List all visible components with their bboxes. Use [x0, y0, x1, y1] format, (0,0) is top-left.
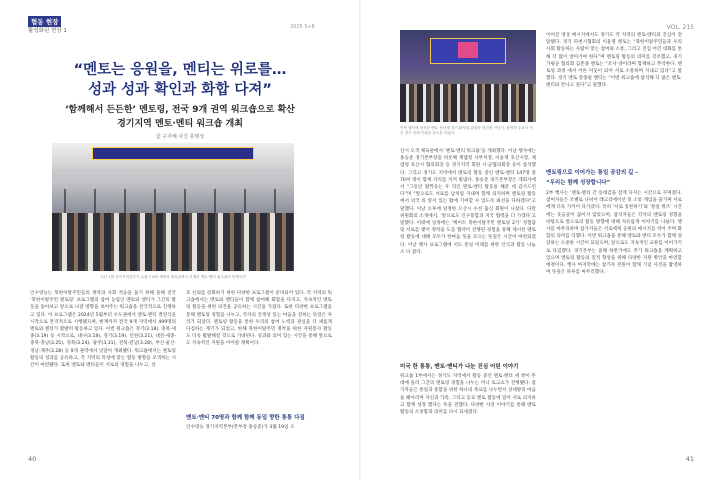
- headline-line-2: 성과 성과 확인과 화합 다져”: [88, 82, 272, 98]
- section-subhead-3b: “우리는 함께 성장합니다”: [546, 180, 611, 186]
- volume-label: VOL. 215: [666, 24, 694, 31]
- issue-label: 2025 5+6: [290, 24, 315, 30]
- body-column-4: 이어진 영상 메시지에서도 경기도 각 지역의 멘토·멘티의 진심이 전달됐다. 경기 파천시협회의 이윤명 멘토는 “북한이탈주민들과 우리 사회 활동하는 사람이 맞는 참여와 소통, 그리고 진심 어린 대화를 통해 더 많이 알아가야 한다”며 멘토링 활동의 의미를 강조했고, 경기 가평군 협의회 김춘종 멘토는 “조사 양이라며 함께하고 추억한다. 멘토링 과정 에서 어른 이웃이 되어 서로 소통하며 지내고 있다”고 말했다. 경기 멘토 강종필 멘티는 “이번 워크숍에 참석해 더 많은 멘토·멘티와 만나고 싶다”고 말했다.: [546, 33, 682, 89]
- body-column-1: 인수영농는 북한이탈주민들의 정착과 사회 적응을 돕기 위해 올해 전국 ‘북한이탈주민 멘토링’ 프로그램의 참여 농업인 멘토와 멘티가 그간의 활동을 돌아보고 앞으로 나갈 방향을 보여주는 워크숍을 전국적으로 진행하고 있다. 이 프로그램은 2024년 5월부터 수도권에서 멘토·멘티 결연식을 시작으로 본격적으로 시행됐으며, 현재까지 전국 9개 지역에서 499명의 멘토와 멘티가 활발히 활동하고 있다. 이번 워크숍은 경기(3.18), 충북·세종(3.19) 등 시작으로, 대구(3.18), 경기(3.19), 인천(3.21), 대전·세종·충북·충남(3.25), 경북(3.24), 광주(3.31), 전북·전남(3.28), 부산·울산·경남·제주(3.28) 등 9개 권역에서 잇달아 개최됐다. 워크숍에서는 멘토링 활동의 성과를 공유하고, 각 지역의 특성에 맞는 활동 방향을 모색하는 시간이 마련됐다. 또한 멘토와 멘티들이 서로의 경험을 나누고, 상: [30, 291, 176, 369]
- section-badge: 협동 현장: [28, 16, 61, 27]
- section-subhead-1: 멘토·멘티 70명과 함께 함께 동일 향한 통통 다짐: [186, 415, 305, 421]
- page-number-left: 40: [28, 455, 37, 463]
- right-page: [360, 0, 720, 480]
- photo-raised-arms: [52, 189, 294, 215]
- page-number-right: 41: [685, 455, 694, 463]
- photo-caption-right: 이번 행사에 참석한 멘토 정선행 경기 활성화 위원장 정진정 기념사, 참여자 수료식 이후 경기 전체 인원을 강도통 하였다.: [400, 126, 533, 135]
- body-column-2b: 인수영농 경기지역본부(본부장 홍승준)가 3월 19일 오: [186, 425, 295, 430]
- subheadline-line-2: 경기지역 멘토·멘티 워크숍 개최: [117, 119, 243, 129]
- byline: 글 구자혜 사진 류병성: [155, 134, 205, 140]
- body-column-3b: 워크숍 1부에서는 경기도 지역에서 활동 중인 멘토·멘티 세 쌍이 무대에 올라 그간의 멘토링 경험을 나누는 미니 토크쇼가 진행됐다. 참가자들은 통일과 통합을 위한 하나의 목표를 나누면서 상대방의 마음을 헤아리며 자신과 가족, 그리고 동료 멘토 활동에 있어 서로 의지하고 함께 성장 했다는 뜻을 전했다. 다양한 사연 이야기를 통해 멘토 활동의 소중함과 의미를 다시 되새겼다.: [400, 374, 536, 416]
- headline-line-1: “멘토는 응원을, 멘티는 위로를…: [73, 62, 287, 78]
- photo-crowd: [52, 213, 294, 271]
- body-column-3: 산시 오색 체육관에서 ‘멘토·멘티 워크숍’을 개최했다. 이날 행사에는 홍승준 경기본부장을 비롯해 재엽청 사무처장, 이윤재 호산시장, 제엽청 호산시 협의회장 등 경기지역 회원 시·군협의회장 등이 참석했다. 그리고 경기도 지역에서 멘토링 활동 중인 멘토·멘티 147명 중 70여 명이 함께 자리를 지켜 빛냈다. 홍승준 경기본부장은 개회사에서 “그동안 활짝웃는 우 리인 멘토·멘티 활동을 해준 데 감사드린다”며 “앞으로도 서로를 남처럼 지내며 함께 의지하며 멘토링 활동에서 의국 의 앞서 있는 활에 기여할 수 있도록 최선을 다하겠다”고 말했다. 이날 오후에 일정한 오산시 수선 출신 회원이 나섰다. 다만 위원회의 소개에서, ‘앞으로도 인구통합과 지국 협력을 더 가겠다’고 말했다. 이밖에 일정에는 ‘케이트 북한이탈주민 멘토링 2기’ 경험담 및 서로를 맺어 정착을 도를 협약이 진행된 경험을 통해 제시된 멘토링 활동에 대해 모두가 한마음 뜻을 모으는 뜻깊은 시간이 마련되었다. 이날 행사 프로그램에 서도 통일 미래를 위한 인식과 활동 나눔 소 다 졌다.: [400, 149, 536, 255]
- event-hall-photo: [400, 30, 536, 122]
- photo-caption: 지난 1월 경기지역본부가 수원시 6번 세계적 체육관에서 진행한 멘토·멘티 워크숍의 단체사진: [100, 275, 246, 279]
- body-column-2: 호 신뢰를 강화하기 위한 다양한 프로그램이 준비되어 있다. 각 지역의 워크숍에서는 멘토와 멘티들이 함께 참여해 화합을 다지고, 지속적인 멘토링 활동을 위한 의견을 공유하는 시간을 가졌다. 또한 다양한 프로그램을 통해 멘토링 경험을 나누고, 각자의 진정성 있는 마음을 전하는 뜻깊은 자리가 되었다. 멘토링 활동을 통한 우리의 참여 노력과 관심을 더 새롭게 다짐하는 계기가 되었고, 한해 북한이탈주민 정착을 위한 자원봉사 활동도 더욱 활발해질 것으로 기대된다. 성과와 의미 있는 시간을 통해 앞으로도 지속적인 지원을 이어갈 계획이다.: [186, 291, 332, 347]
- section-subhead-3a: 멘토링으로 이어가는 통일 공감의 길 –: [546, 170, 639, 176]
- photo-audience: [400, 84, 536, 122]
- workshop-group-photo: [52, 143, 294, 271]
- photo-screen: [458, 42, 478, 58]
- body-column-4b: 2부 행사는 ‘멘토·멘티 간 동대감을 잘게 다지는 시간으로 꾸며졌다. 참여자들은 조별로 나뉘어 레크리에이션 및 소통 게임을 즐기며 서로에게 더욱 가까이 다가갔다. 특히 ‘서로 칭찬하기’와 ‘통일 퀴즈’ 시간에는 웃음꽃이 끊이지 않았으며, 참석자들은 각자의 멘토링 경험을 바탕으로 앞으로의 활동 방향에 대해 자유롭게 이야기를 나눴다. 행사를 마무리하며 참가자들은 서로에게 응원의 메시지를 적어 주며 화합의 의미를 더했다. 이번 워크숍을 통해 멘토와 멘티 모두가 함께 성장하는 소중한 시간이 되었으며, 앞으로도 지속적인 교류를 이어가기로 다짐했다. 경기본부는 올해 하반기에도 추가 워크숍을 계획하고 있으며 멘토링 활동의 질적 향상을 위해 다양한 지원 방안을 마련할 예정이다. 행사 마지막에는 참가자 전원이 함께 기념 사진을 촬영하며 뜻깊은 하루를 마무리했다.: [546, 191, 682, 276]
- subheadline-line-1: ‘함께해서 든든한’ 멘토링, 전국 9개 권역 워크숍으로 확산: [65, 105, 295, 115]
- photo-stage-banner: [92, 147, 254, 160]
- section-subtitle: 활성화된 현장 1: [28, 28, 67, 34]
- section-subhead-2: 미국 한 통통, 멘토·멘티가 나눈 진심 어린 이야기: [400, 364, 519, 370]
